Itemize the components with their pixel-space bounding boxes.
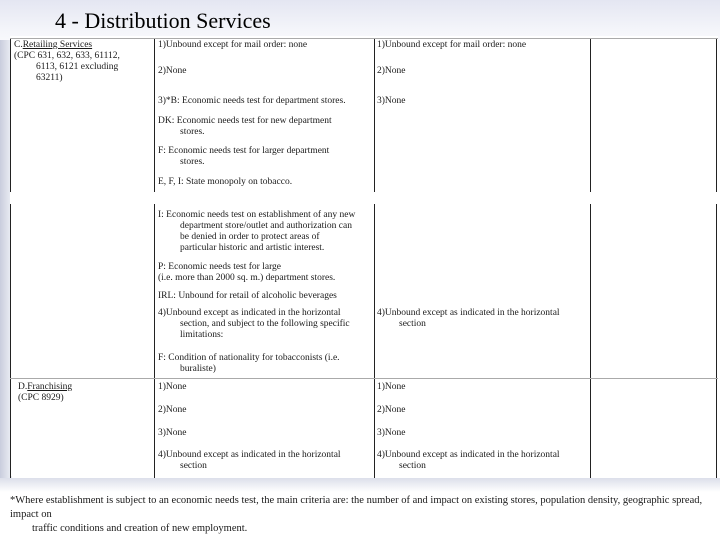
table-rule xyxy=(10,378,718,379)
sector-cell-franchising: D.Franchising (CPC 8929) xyxy=(18,382,73,403)
page-title: 4 - Distribution Services xyxy=(55,8,271,33)
commitment-entry: 1)Unbound except for mail order: none xyxy=(377,40,527,50)
schedule-table xyxy=(10,36,718,476)
sector-cell-retailing: C.Retailing Services (CPC 631, 632, 633, 61112, 6113, 6121 excluding 63211) xyxy=(14,40,120,83)
commitment-entry: E, F, I: State monopoly on tobacco. xyxy=(158,177,293,187)
commitment-entry: 2)None xyxy=(377,66,406,76)
commitment-entry: 4)Unbound except as indicated in the horizontal section xyxy=(377,308,560,329)
table-rule xyxy=(716,38,717,192)
commitment-entry: 3)*B: Economic needs test for department stores. xyxy=(158,96,346,106)
table-rule xyxy=(374,38,375,192)
commitment-entry: 3)None xyxy=(158,428,187,438)
commitment-entry: F: Economic needs test for larger department stores. xyxy=(158,146,330,167)
table-rule xyxy=(10,204,11,478)
commitment-entry: 2)None xyxy=(377,405,406,415)
commitment-entry: 2)None xyxy=(158,66,187,76)
commitment-entry: I: Economic needs test on establishment of any new department store/outlet and authorization can be denied in order to protect areas of particular historic and artistic interest. xyxy=(158,210,356,253)
table-rule xyxy=(154,204,155,478)
footnote-line: traffic conditions and creation of new employment. xyxy=(32,523,248,534)
table-rule xyxy=(154,38,155,192)
table-rule xyxy=(590,38,591,192)
commitment-entry: 2)None xyxy=(158,405,187,415)
commitment-entry: P: Economic needs test for large (i.e. more than 2000 sq. m.) department stores. xyxy=(158,262,336,283)
table-rule xyxy=(10,38,718,39)
commitment-entry: DK: Economic needs test for new department stores. xyxy=(158,116,332,137)
commitment-entry: 4)Unbound except as indicated in the horizontal section xyxy=(158,450,341,471)
footnote-line: *Where establishment is subject to an economic needs test, the main criteria are: the number of and impact on existing stores, population density, geographic spread, impact on xyxy=(10,495,703,520)
table-rule xyxy=(716,204,717,478)
commitment-entry: 1)None xyxy=(158,382,187,392)
table-rule xyxy=(374,204,375,478)
commitment-entry: 4)Unbound except as indicated in the horizontal section, and subject to the following specific limitations: xyxy=(158,308,350,340)
commitment-entry: 3)None xyxy=(377,428,406,438)
commitment-entry: 4)Unbound except as indicated in the horizontal section xyxy=(377,450,560,471)
commitment-entry: 1)Unbound except for mail order: none xyxy=(158,40,308,50)
table-rule xyxy=(10,38,11,192)
commitment-entry: 1)None xyxy=(377,382,406,392)
commitment-entry: IRL: Unbound for retail of alcoholic beverages xyxy=(158,291,337,301)
commitment-entry: F: Condition of nationality for tobacconists (i.e. buraliste) xyxy=(158,353,340,374)
slide-bottom-band xyxy=(0,478,720,492)
table-rule xyxy=(590,204,591,478)
commitment-entry: 3)None xyxy=(377,96,406,106)
footnote xyxy=(10,494,715,536)
